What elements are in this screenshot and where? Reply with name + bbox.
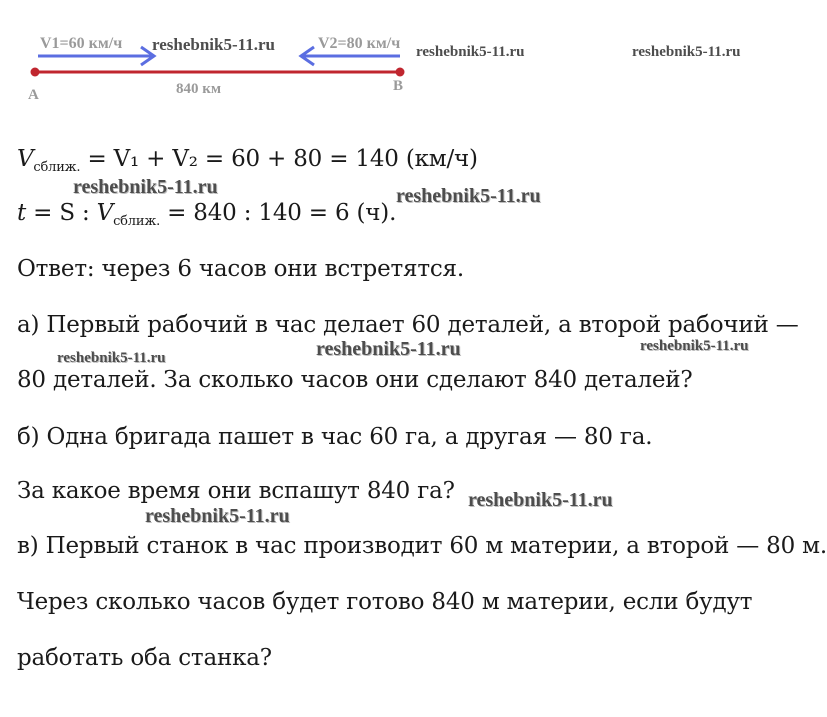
watermark: reshebnik5-11.ru <box>632 44 741 60</box>
watermark: reshebnik5-11.ru <box>145 505 290 527</box>
point-a-dot <box>31 68 40 77</box>
watermark: reshebnik5-11.ru <box>73 176 218 198</box>
distance-label: 840 км <box>176 81 222 97</box>
watermark: reshebnik5-11.ru <box>416 44 525 60</box>
task-b-line-2: За какое время они вспашут 840 га? <box>17 478 455 504</box>
task-c-line-3: работать оба станка? <box>17 645 272 671</box>
answer-text: Ответ: через 6 часов они встретятся. <box>17 256 464 282</box>
watermark: reshebnik5-11.ru <box>152 35 275 54</box>
watermark: reshebnik5-11.ru <box>640 338 749 354</box>
task-c-line-2: Через сколько часов будет готово 840 м материи, если будут <box>17 589 753 615</box>
task-a-line-2: 80 деталей. За сколько часов они сделают 840 деталей? <box>17 367 693 393</box>
watermark: reshebnik5-11.ru <box>396 185 541 207</box>
point-b-dot <box>396 68 405 77</box>
v2-label: V2=80 км/ч <box>318 35 401 52</box>
watermark: reshebnik5-11.ru <box>468 489 613 511</box>
task-a-line-1: а) Первый рабочий в час делает 60 деталей, а второй рабочий — <box>17 312 799 338</box>
watermark: reshebnik5-11.ru <box>316 338 461 360</box>
point-b-label: B <box>393 78 404 94</box>
time-formula: t = S : $V_{сближ.} = 840$ : 140 = 6 (ч). <box>17 200 397 229</box>
motion-diagram <box>0 0 827 110</box>
point-a-label: A <box>28 87 39 103</box>
watermark: reshebnik5-11.ru <box>57 350 166 366</box>
v1-label: V1=60 км/ч <box>40 35 123 52</box>
task-b-line-1: б) Одна бригада пашет в час 60 га, а другая — 80 га. <box>17 424 653 450</box>
speed-formula: $V_{сближ.} = V_1 + V_2 = 60 + 80 = 140$ (км/ч) <box>17 146 478 175</box>
task-c-line-1: в) Первый станок в час производит 60 м материи, а второй — 80 м. <box>17 533 827 559</box>
